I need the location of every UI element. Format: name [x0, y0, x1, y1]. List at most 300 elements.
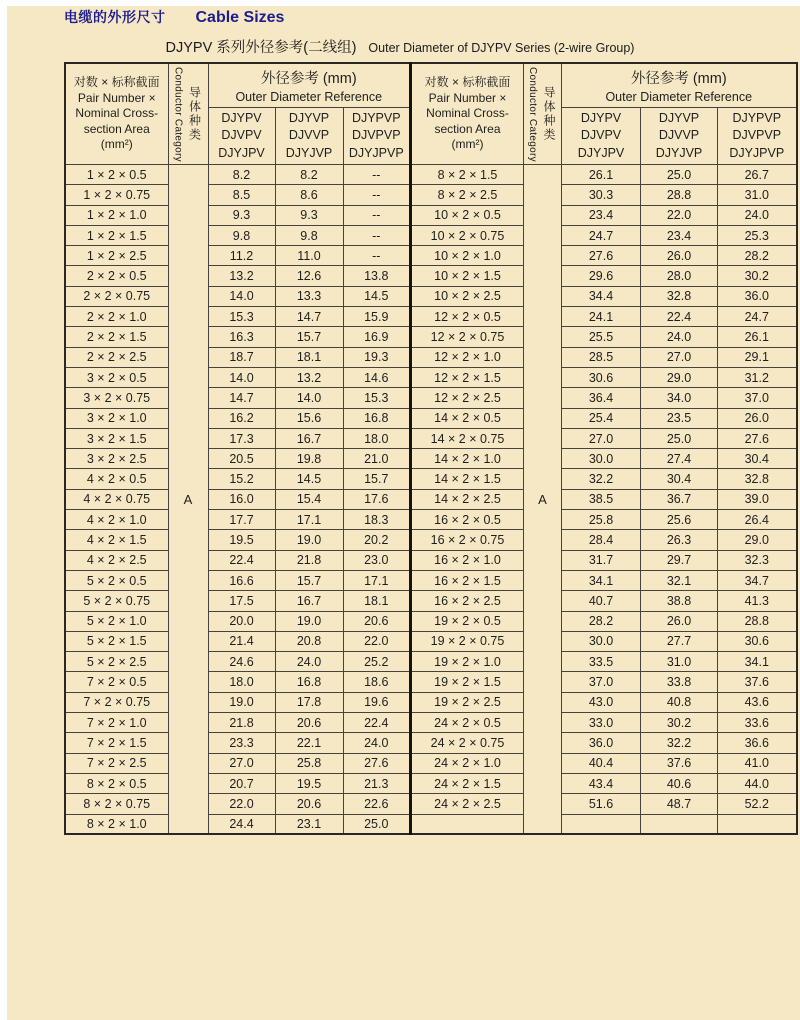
outer-diameter-header-en: Outer Diameter Reference [605, 89, 753, 104]
pair-spec-cell: 4 × 2 × 2.5 [65, 550, 168, 570]
od-value-cell: 13.2 [275, 367, 343, 387]
pair-spec-cell: 3 × 2 × 1.0 [65, 408, 168, 428]
od-value-cell: 27.0 [562, 428, 641, 448]
od-value-cell: 30.2 [718, 266, 797, 286]
table-row [411, 814, 797, 834]
od-value-cell: 13.2 [208, 266, 275, 286]
od-value-cell: 24.6 [208, 652, 275, 672]
table-row [411, 367, 797, 387]
od-value-cell: 28.4 [562, 530, 641, 550]
od-value-cell: 21.0 [343, 449, 410, 469]
od-value-cell: 16.2 [208, 408, 275, 428]
od-value-cell: 21.4 [208, 631, 275, 651]
od-value-cell: 33.6 [718, 713, 797, 733]
od-value-cell: 15.4 [275, 489, 343, 509]
od-value-cell: 25.4 [562, 408, 641, 428]
od-value-cell: 24.4 [208, 814, 275, 834]
table-row [65, 794, 410, 814]
od-value-cell: 11.2 [208, 246, 275, 266]
od-value-cell: 31.0 [641, 652, 718, 672]
pair-spec-cell: 24 × 2 × 0.5 [411, 713, 524, 733]
table-row [65, 307, 410, 327]
od-value-cell: 24.1 [562, 307, 641, 327]
table-row [65, 205, 410, 225]
od-value-cell: 37.0 [718, 388, 797, 408]
od-value-cell: 34.1 [718, 652, 797, 672]
model-name: DJYJPV [218, 145, 265, 160]
od-value-cell: 14.7 [208, 388, 275, 408]
model-column-header-2 [275, 108, 343, 165]
table-row [65, 489, 410, 509]
od-value-cell: 43.0 [562, 692, 641, 712]
od-value-cell: 24.0 [718, 205, 797, 225]
pair-spec-cell: 3 × 2 × 0.75 [65, 388, 168, 408]
model-name: DJVPV [221, 128, 262, 143]
table-row [65, 388, 410, 408]
table-row [65, 286, 410, 306]
pair-spec-cell: 7 × 2 × 2.5 [65, 753, 168, 773]
pair-spec-cell: 2 × 2 × 0.5 [65, 266, 168, 286]
od-value-cell: 23.0 [343, 550, 410, 570]
od-value-cell: 37.0 [562, 672, 641, 692]
pair-header-unit: (mm²) [100, 137, 133, 152]
model-name: DJVPVP [732, 128, 782, 143]
od-value-cell: 39.0 [718, 489, 797, 509]
od-value-cell: 37.6 [718, 672, 797, 692]
outer-diameter-header-en: Outer Diameter Reference [235, 89, 383, 104]
od-value-cell: 19.6 [343, 692, 410, 712]
table-row [65, 246, 410, 266]
od-value-cell: 27.4 [641, 449, 718, 469]
pair-spec-cell: 8 × 2 × 1.0 [65, 814, 168, 834]
od-value-cell: -- [343, 225, 410, 245]
od-value-cell: 30.0 [562, 449, 641, 469]
od-value-cell: 16.3 [208, 327, 275, 347]
pair-header-en-line1: Pair Number × [77, 90, 156, 105]
od-value-cell: 20.8 [275, 631, 343, 651]
od-value-cell: 25.0 [641, 428, 718, 448]
od-value-cell: 24.0 [343, 733, 410, 753]
od-value-cell: 30.6 [562, 367, 641, 387]
od-value-cell: 8.6 [275, 185, 343, 205]
page-title-zh: 电缆的外形尺寸 [64, 9, 166, 25]
conductor-category-header [168, 63, 208, 165]
od-value-cell: 21.8 [208, 713, 275, 733]
table-row [411, 510, 797, 530]
pair-spec-cell: 3 × 2 × 0.5 [65, 367, 168, 387]
od-value-cell: 23.4 [562, 205, 641, 225]
table-row [411, 246, 797, 266]
od-value-cell: 8.2 [275, 165, 343, 185]
table-row [411, 347, 797, 367]
table-row [411, 733, 797, 753]
od-value-cell: 17.3 [208, 428, 275, 448]
od-value-cell: 30.4 [718, 449, 797, 469]
od-value-cell: 30.6 [718, 631, 797, 651]
pair-spec-cell: 5 × 2 × 1.0 [65, 611, 168, 631]
table-row [65, 367, 410, 387]
od-value-cell: 32.1 [641, 570, 718, 590]
od-value-cell: 15.2 [208, 469, 275, 489]
od-value-cell: 19.0 [208, 692, 275, 712]
od-value-cell: 15.7 [275, 327, 343, 347]
model-column-header-2 [641, 108, 718, 165]
table-row [65, 713, 410, 733]
pair-spec-cell: 14 × 2 × 0.75 [411, 428, 524, 448]
od-value-cell: 22.0 [343, 631, 410, 651]
table-row [65, 266, 410, 286]
table-row [65, 550, 410, 570]
od-value-cell [641, 814, 718, 834]
od-value-cell: 18.7 [208, 347, 275, 367]
od-value-cell: 18.1 [275, 347, 343, 367]
od-value-cell: 25.2 [343, 652, 410, 672]
od-value-cell: 27.6 [718, 428, 797, 448]
od-value-cell: 30.3 [562, 185, 641, 205]
model-name: DJYJVP [285, 145, 333, 160]
od-value-cell: 16.8 [275, 672, 343, 692]
table-row [65, 225, 410, 245]
pair-spec-cell: 1 × 2 × 0.75 [65, 185, 168, 205]
od-value-cell: 25.8 [562, 510, 641, 530]
table-row [411, 692, 797, 712]
od-value-cell: 40.6 [641, 773, 718, 793]
pair-spec-cell: 12 × 2 × 0.75 [411, 327, 524, 347]
table-row [411, 611, 797, 631]
od-value-cell: 26.0 [718, 408, 797, 428]
od-value-cell: 30.2 [641, 713, 718, 733]
od-value-cell: 22.1 [275, 733, 343, 753]
pair-header-en-line2: Nominal Cross- [75, 106, 159, 121]
pair-spec-cell: 4 × 2 × 0.75 [65, 489, 168, 509]
pair-spec-cell: 14 × 2 × 1.0 [411, 449, 524, 469]
od-value-cell: 15.3 [343, 388, 410, 408]
od-value-cell: 32.3 [718, 550, 797, 570]
od-value-cell: 32.8 [718, 469, 797, 489]
pair-spec-cell: 3 × 2 × 2.5 [65, 449, 168, 469]
od-value-cell: 15.9 [343, 307, 410, 327]
od-value-cell: 36.6 [718, 733, 797, 753]
od-value-cell: 14.5 [275, 469, 343, 489]
table-row [65, 469, 410, 489]
table-row [65, 347, 410, 367]
od-value-cell: 28.0 [641, 266, 718, 286]
od-value-cell: 20.7 [208, 773, 275, 793]
table-row [411, 773, 797, 793]
cable-table-right [409, 62, 798, 835]
model-name: DJVVP [658, 128, 700, 143]
table-row [411, 794, 797, 814]
pair-spec-cell: 4 × 2 × 1.5 [65, 530, 168, 550]
model-column-header-1 [562, 108, 641, 165]
od-value-cell: 31.2 [718, 367, 797, 387]
table-subtitle-en: Outer Diameter of DJYPV Series (2-wire Group) [368, 41, 635, 55]
table-row [411, 672, 797, 692]
od-value-cell: 43.4 [562, 773, 641, 793]
model-name: DJYJPVP [348, 145, 404, 160]
od-value-cell: 16.0 [208, 489, 275, 509]
od-value-cell: 32.2 [562, 469, 641, 489]
model-name: DJVPVP [351, 128, 401, 143]
conductor-header-en: Conductor Category [172, 66, 184, 162]
pair-spec-cell: 2 × 2 × 2.5 [65, 347, 168, 367]
conductor-header-wrap [524, 64, 561, 164]
od-value-cell: 15.6 [275, 408, 343, 428]
table-row [411, 225, 797, 245]
od-value-cell: 41.3 [718, 591, 797, 611]
pair-number-header [65, 63, 168, 165]
table-row [65, 652, 410, 672]
pair-spec-cell: 24 × 2 × 1.0 [411, 753, 524, 773]
pair-header-en-line3: section Area [83, 121, 150, 136]
od-value-cell: 16.8 [343, 408, 410, 428]
pair-spec-cell: 12 × 2 × 2.5 [411, 388, 524, 408]
pair-spec-cell: 1 × 2 × 1.5 [65, 225, 168, 245]
od-value-cell [718, 814, 797, 834]
od-value-cell: 33.0 [562, 713, 641, 733]
od-value-cell: 26.0 [641, 611, 718, 631]
od-value-cell: 32.2 [641, 733, 718, 753]
od-value-cell: 29.7 [641, 550, 718, 570]
od-value-cell: 9.8 [275, 225, 343, 245]
od-value-cell: 27.7 [641, 631, 718, 651]
od-value-cell: 27.6 [562, 246, 641, 266]
pair-spec-cell: 1 × 2 × 2.5 [65, 246, 168, 266]
od-value-cell: 14.0 [275, 388, 343, 408]
conductor-category-value: A [538, 491, 547, 507]
pair-spec-cell: 1 × 2 × 1.0 [65, 205, 168, 225]
header-row-group [65, 63, 410, 108]
od-value-cell: 44.0 [718, 773, 797, 793]
table-body-left [65, 165, 410, 835]
table-row [411, 652, 797, 672]
pair-spec-cell: 1 × 2 × 0.5 [65, 165, 168, 185]
od-value-cell: 14.5 [343, 286, 410, 306]
od-value-cell: 40.8 [641, 692, 718, 712]
pair-spec-cell: 3 × 2 × 1.5 [65, 428, 168, 448]
od-value-cell: 22.4 [208, 550, 275, 570]
od-value-cell: 20.6 [275, 794, 343, 814]
table-row [411, 327, 797, 347]
od-value-cell: 15.3 [208, 307, 275, 327]
table-row [65, 773, 410, 793]
outer-diameter-header-zh: 外径参考 (mm) [260, 70, 357, 87]
model-column-header-3 [718, 108, 797, 165]
conductor-category-cell [524, 165, 562, 835]
model-column-header-1 [208, 108, 275, 165]
pair-spec-cell: 19 × 2 × 2.5 [411, 692, 524, 712]
pair-spec-cell: 24 × 2 × 2.5 [411, 794, 524, 814]
od-value-cell: 18.1 [343, 591, 410, 611]
pair-spec-cell: 19 × 2 × 0.5 [411, 611, 524, 631]
table-row [65, 185, 410, 205]
od-value-cell: 34.0 [641, 388, 718, 408]
table-row [65, 591, 410, 611]
od-value-cell: 17.1 [343, 570, 410, 590]
table-row [411, 449, 797, 469]
outer-diameter-group-header [208, 63, 410, 108]
pair-spec-cell: 5 × 2 × 2.5 [65, 652, 168, 672]
pair-header-en-line2: Nominal Cross- [426, 106, 509, 121]
pair-spec-cell: 5 × 2 × 0.5 [65, 570, 168, 590]
table-row [411, 591, 797, 611]
cable-table-left [64, 62, 411, 835]
conductor-category-header [524, 63, 562, 165]
od-value-cell: 26.0 [641, 246, 718, 266]
table-row [411, 631, 797, 651]
table-row [411, 286, 797, 306]
conductor-header-zh: 导体种类 [187, 86, 202, 142]
od-value-cell: 18.6 [343, 672, 410, 692]
table-row [65, 428, 410, 448]
od-value-cell: 20.2 [343, 530, 410, 550]
pair-spec-cell: 10 × 2 × 2.5 [411, 286, 524, 306]
pair-spec-cell: 16 × 2 × 0.5 [411, 510, 524, 530]
od-value-cell: 34.1 [562, 570, 641, 590]
od-value-cell: 8.5 [208, 185, 275, 205]
table-row [411, 713, 797, 733]
od-value-cell: -- [343, 205, 410, 225]
table-row [411, 408, 797, 428]
od-value-cell: 29.6 [562, 266, 641, 286]
table-row [65, 733, 410, 753]
od-value-cell: 26.4 [718, 510, 797, 530]
od-value-cell: 21.3 [343, 773, 410, 793]
table-row [65, 408, 410, 428]
model-name: DJYPVP [351, 110, 401, 125]
od-value-cell: 14.0 [208, 286, 275, 306]
model-column-header-3 [343, 108, 410, 165]
od-value-cell: 41.0 [718, 753, 797, 773]
pair-spec-cell: 14 × 2 × 0.5 [411, 408, 524, 428]
od-value-cell: 23.3 [208, 733, 275, 753]
od-value-cell: 28.8 [718, 611, 797, 631]
od-value-cell: 23.4 [641, 225, 718, 245]
od-value-cell: 20.6 [275, 713, 343, 733]
pair-spec-cell: 2 × 2 × 1.0 [65, 307, 168, 327]
od-value-cell: 23.5 [641, 408, 718, 428]
od-value-cell: 27.0 [208, 753, 275, 773]
od-value-cell: 22.0 [641, 205, 718, 225]
pair-header-unit: (mm²) [451, 137, 484, 152]
od-value-cell: 16.7 [275, 591, 343, 611]
pair-spec-cell: 14 × 2 × 2.5 [411, 489, 524, 509]
od-value-cell: 25.5 [562, 327, 641, 347]
od-value-cell: 24.0 [641, 327, 718, 347]
od-value-cell: 25.8 [275, 753, 343, 773]
model-name: DJYVP [288, 110, 330, 125]
od-value-cell: 17.1 [275, 510, 343, 530]
od-value-cell: 34.7 [718, 570, 797, 590]
model-name: DJYJPVP [729, 145, 785, 160]
pair-spec-cell: 7 × 2 × 0.75 [65, 692, 168, 712]
pair-spec-cell: 10 × 2 × 0.75 [411, 225, 524, 245]
pair-spec-cell: 19 × 2 × 1.0 [411, 652, 524, 672]
page-title [64, 7, 284, 27]
pair-spec-cell: 8 × 2 × 0.5 [65, 773, 168, 793]
od-value-cell: 51.6 [562, 794, 641, 814]
od-value-cell: 36.7 [641, 489, 718, 509]
od-value-cell: 31.7 [562, 550, 641, 570]
od-value-cell: 16.6 [208, 570, 275, 590]
table-row [411, 307, 797, 327]
table-row [411, 185, 797, 205]
od-value-cell: 22.4 [343, 713, 410, 733]
conductor-header-en: Conductor Category [527, 66, 538, 162]
model-name: DJYPVP [732, 110, 782, 125]
od-value-cell: 17.7 [208, 510, 275, 530]
pair-spec-cell: 7 × 2 × 1.5 [65, 733, 168, 753]
od-value-cell: 14.7 [275, 307, 343, 327]
pair-header-en-line1: Pair Number × [428, 90, 507, 105]
od-value-cell: 9.3 [275, 205, 343, 225]
od-value-cell: 26.1 [718, 327, 797, 347]
od-value-cell: 24.0 [275, 652, 343, 672]
od-value-cell: 8.2 [208, 165, 275, 185]
model-name: DJVVP [288, 128, 330, 143]
od-value-cell: 28.2 [562, 611, 641, 631]
model-name: DJYPV [221, 110, 262, 125]
od-value-cell: 38.5 [562, 489, 641, 509]
od-value-cell: 16.7 [275, 428, 343, 448]
table-row [411, 165, 797, 185]
model-name: DJYJVP [655, 145, 703, 160]
table-subtitle [0, 36, 800, 57]
table-row [411, 550, 797, 570]
page-title-en: Cable Sizes [195, 9, 285, 26]
outer-diameter-group-header [562, 63, 797, 108]
od-value-cell: 38.8 [641, 591, 718, 611]
table-subtitle-zh: DJYPV 系列外径参考(二线组) [165, 40, 357, 56]
od-value-cell: 21.8 [275, 550, 343, 570]
pair-spec-cell: 8 × 2 × 0.75 [65, 794, 168, 814]
od-value-cell: 13.8 [343, 266, 410, 286]
od-value-cell: 26.3 [641, 530, 718, 550]
od-value-cell: 18.3 [343, 510, 410, 530]
od-value-cell: 27.6 [343, 753, 410, 773]
pair-spec-cell: 10 × 2 × 1.0 [411, 246, 524, 266]
od-value-cell: 12.6 [275, 266, 343, 286]
od-value-cell: -- [343, 185, 410, 205]
table-row [65, 570, 410, 590]
od-value-cell: 36.4 [562, 388, 641, 408]
table-row [65, 814, 410, 834]
od-value-cell: 14.0 [208, 367, 275, 387]
od-value-cell: 25.6 [641, 510, 718, 530]
od-value-cell: 32.8 [641, 286, 718, 306]
od-value-cell [562, 814, 641, 834]
pair-spec-cell [411, 814, 524, 834]
od-value-cell: 27.0 [641, 347, 718, 367]
od-value-cell: 40.4 [562, 753, 641, 773]
od-value-cell: 22.4 [641, 307, 718, 327]
model-name: DJVPV [580, 128, 622, 143]
od-value-cell: 19.5 [275, 773, 343, 793]
pair-spec-cell: 10 × 2 × 1.5 [411, 266, 524, 286]
table-row [411, 388, 797, 408]
pair-spec-cell: 10 × 2 × 0.5 [411, 205, 524, 225]
model-name: DJYJPV [577, 145, 625, 160]
od-value-cell: 19.0 [275, 530, 343, 550]
header-row-group [411, 63, 797, 108]
table-row [65, 327, 410, 347]
od-value-cell: 13.3 [275, 286, 343, 306]
od-value-cell: 9.8 [208, 225, 275, 245]
pair-spec-cell: 5 × 2 × 0.75 [65, 591, 168, 611]
table-row [65, 449, 410, 469]
table-row [65, 692, 410, 712]
od-value-cell: 28.5 [562, 347, 641, 367]
